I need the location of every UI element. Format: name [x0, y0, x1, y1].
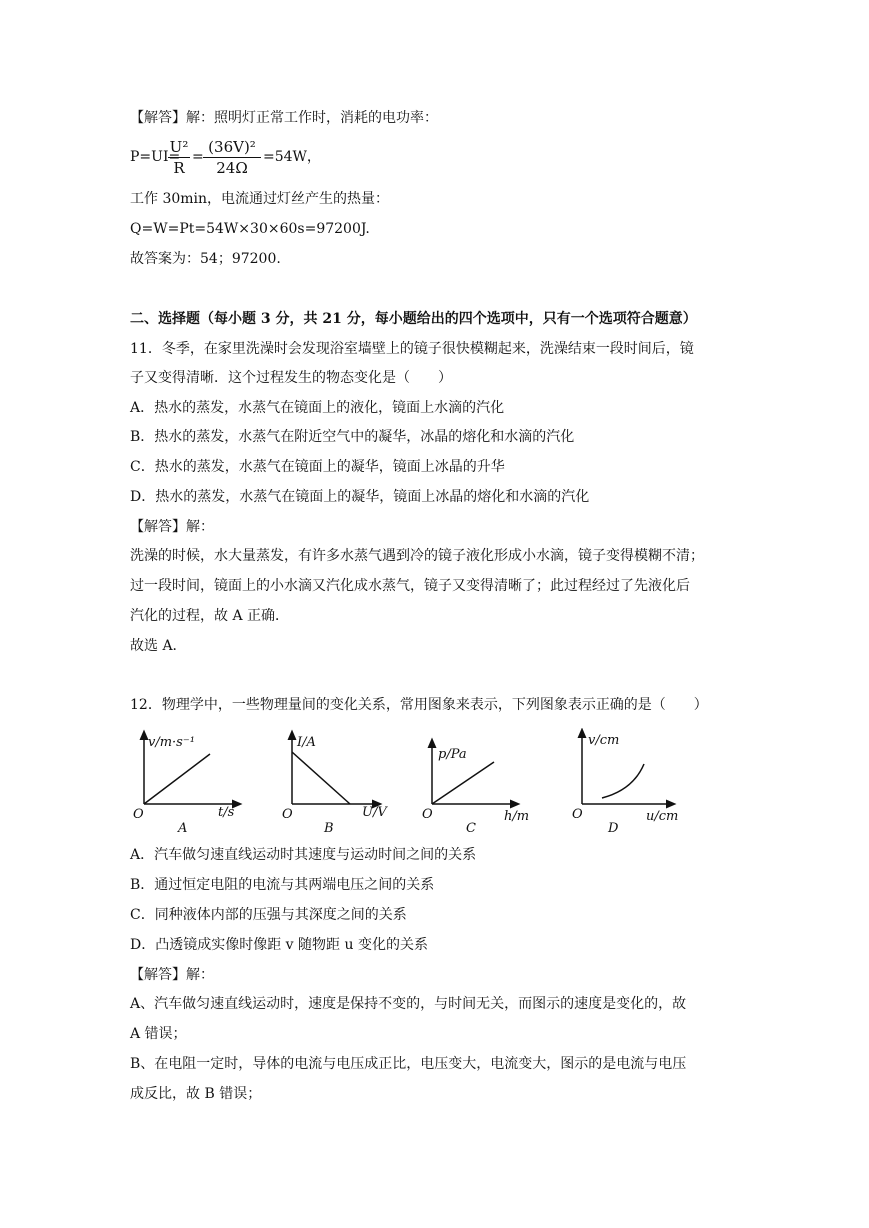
graph-a — [133, 734, 238, 836]
formula-equals: = — [192, 149, 204, 165]
q11-answer-head: 【解答】解： — [130, 519, 214, 535]
graph-a-line — [144, 754, 210, 804]
q11-stem-line1: 11．冬季，在家里洗澡时会发现浴室墙壁上的镜子很快模糊起来，洗澡结束一段时间后，镜 — [130, 341, 694, 357]
graph-d — [572, 732, 678, 836]
graph-d-x-label: u/cm — [646, 809, 679, 824]
graph-c — [422, 742, 529, 836]
graph-d-label: D — [608, 821, 619, 836]
fraction-voltage-over-resistance — [203, 137, 261, 178]
graph-b-x-label: U/V — [362, 805, 387, 820]
q11-option-d: D．热水的蒸发，水蒸气在镜面上的凝华，镜面上冰晶的熔化和水滴的汽化 — [130, 489, 590, 505]
section-title: 二、选择题（每小题 3 分，共 21 分，每小题给出的四个选项中，只有一个选项符合题意） — [130, 311, 697, 327]
graph-a-origin: O — [133, 807, 144, 822]
q12-option-b: B．通过恒定电阻的电流与其两端电压之间的关系 — [130, 877, 435, 893]
q12-option-c: C．同种液体内部的压强与其深度之间的关系 — [130, 907, 407, 923]
graph-b-y-label: I/A — [297, 735, 316, 750]
fraction-denominator: 24Ω — [216, 159, 248, 177]
fraction-numerator: U² — [169, 138, 189, 156]
graph-a-label: A — [178, 821, 188, 836]
q11-stem-line2: 子又变得清晰．这个过程发生的物态变化是（ ） — [130, 370, 452, 386]
graph-c-line — [432, 762, 494, 804]
formula-suffix: =54W， — [263, 149, 321, 165]
q12-explanation-a1: A、汽车做匀速直线运动时，速度是保持不变的，与时间无关，而图示的速度是变化的，故 — [130, 996, 687, 1012]
graph-c-origin: O — [422, 807, 433, 822]
answer-result: 故答案为：54；97200. — [130, 251, 281, 267]
q11-choose: 故选 A． — [130, 638, 187, 654]
graph-a-x-label: t/s — [218, 805, 235, 820]
q11-option-b: B．热水的蒸发，水蒸气在附近空气中的凝华，冰晶的熔化和水滴的汽化 — [130, 429, 575, 445]
graph-c-y-label: p/Pa — [438, 747, 467, 762]
q12-explanation-b2: 成反比，故 B 错误； — [130, 1086, 262, 1102]
graph-d-curve — [602, 764, 644, 798]
q12-option-d: D．凸透镜成实像时像距 v 随物距 u 变化的关系 — [130, 937, 428, 953]
q11-option-c: C．热水的蒸发，水蒸气在镜面上的凝华，镜面上冰晶的升华 — [130, 459, 505, 475]
q12-explanation-a2: A 错误； — [130, 1026, 187, 1042]
graph-c-label: C — [466, 821, 476, 836]
formula-prefix: P=UI= — [130, 149, 181, 165]
fraction-numerator: (36V)² — [208, 138, 256, 156]
graph-b — [282, 734, 388, 836]
graph-b-label: B — [324, 821, 334, 836]
heat-line: 工作 30min，电流通过灯丝产生的热量： — [130, 191, 390, 207]
graph-d-y-label: v/cm — [588, 733, 620, 748]
graph-c-x-label: h/m — [504, 809, 530, 824]
graph-b-origin: O — [282, 807, 293, 822]
fraction-u2-over-r — [168, 137, 190, 178]
q12-stem: 12．物理学中，一些物理量间的变化关系，常用图象来表示，下列图象表示正确的是（ ） — [130, 697, 708, 713]
q12-answer-head: 【解答】解： — [130, 967, 214, 983]
q11-explanation-1: 洗澡的时候，水大量蒸发，有许多水蒸气遇到冷的镜子液化形成小水滴，镜子变得模糊不清； — [130, 548, 704, 564]
q12-option-a: A．汽车做匀速直线运动时其速度与运动时间之间的关系 — [130, 847, 477, 863]
q-formula-line: Q=W=Pt=54W×30×60s=97200J. — [130, 221, 370, 237]
q12-explanation-b1: B、在电阻一定时，导体的电流与电压成正比，电压变大，电流变大，图示的是电流与电压 — [130, 1056, 687, 1072]
answer-line: 【解答】解：照明灯正常工作时，消耗的电功率： — [130, 110, 438, 126]
graph-b-line — [292, 752, 350, 804]
graph-d-origin: O — [572, 807, 583, 822]
fraction-denominator: R — [173, 159, 185, 177]
q12-graphs-figure — [128, 728, 688, 836]
q11-explanation-3: 汽化的过程，故 A 正确． — [130, 608, 290, 624]
q11-explanation-2: 过一段时间，镜面上的小水滴又汽化成水蒸气，镜子又变得清晰了；此过程经过了先液化后 — [130, 578, 690, 594]
q11-option-a: A．热水的蒸发，水蒸气在镜面上的液化，镜面上水滴的汽化 — [130, 400, 505, 416]
graph-a-y-label: v/m·s⁻¹ — [148, 735, 195, 750]
